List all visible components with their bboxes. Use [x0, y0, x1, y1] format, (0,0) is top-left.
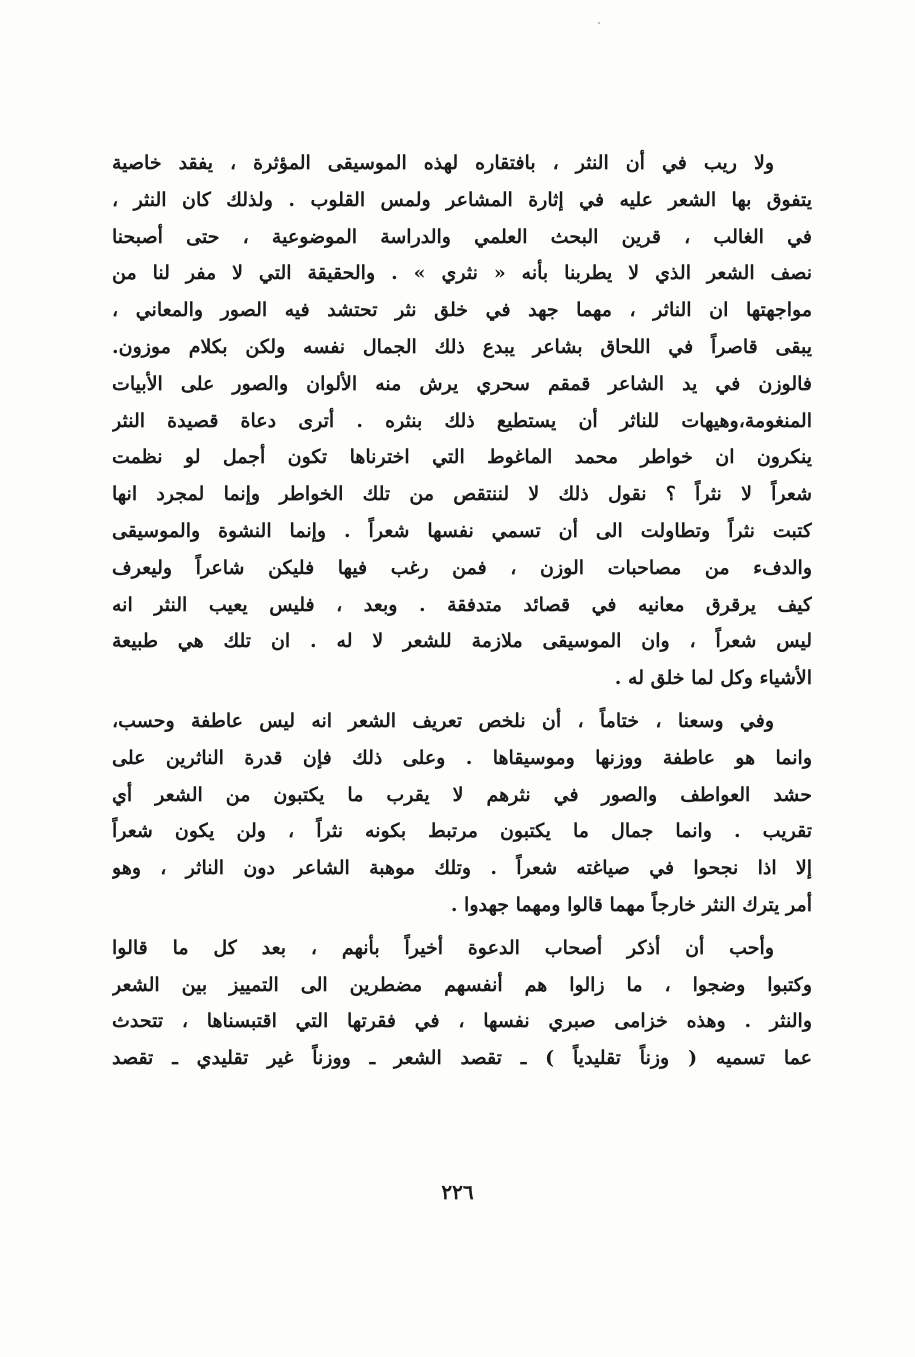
text-line: ليس شعراً ، وان الموسيقى ملازمة للشعر لا له . ان تلك هي طبيعة: [112, 630, 812, 653]
text-line: نصف الشعر الذي لا يطربنا بأنه « نثري » . والحقيقة التي لا مفر لنا من: [112, 262, 812, 285]
text-line: المنغومة،وهيهات للناثر أن يستطيع ذلك بنثره . أترى دعاة قصيدة النثر: [112, 409, 812, 432]
text-line: الأشياء وكل لما خلق له .: [614, 667, 812, 690]
text-line: مواجهتها ان الناثر ، مهما جهد في خلق نثر تحتشد فيه الصور والمعاني ،: [112, 299, 812, 322]
text-line: وانما هو عاطفة ووزنها وموسيقاها . وعلى ذلك فإن قدرة الناثرين على: [112, 746, 812, 769]
text-line: يتفوق بها الشعر عليه في إثارة المشاعر ولمس القلوب . ولذلك كان النثر ،: [112, 188, 812, 211]
paragraph-1: [112, 145, 812, 697]
text-line: إلا اذا نجحوا في صياغته شعراً . وتلك موهبة الشاعر دون الناثر ، وهو: [112, 857, 812, 880]
body-text: [112, 145, 812, 1077]
text-line: كيف يرقرق معانيه في قصائد متدفقة . وبعد ، فليس يعيب النثر انه: [112, 593, 812, 616]
text-line: حشد العواطف والصور في نثرهم لا يقرب ما يكتبون من الشعر أي: [112, 783, 812, 806]
text-line: ولا ريب في أن النثر ، بافتقاره لهذه الموسيقى المؤثرة ، يفقد خاصية: [112, 152, 774, 174]
page-number: ٢٢٦: [441, 1180, 474, 1204]
text-line: أمر يترك النثر خارجاً مهما قالوا ومهما جهدوا .: [450, 893, 812, 916]
text-line: ينكرون ان خواطر محمد الماغوط التي اخترناها تكون أجمل لو نظمت: [112, 446, 812, 469]
paragraph-2: [112, 703, 812, 924]
paragraph-3: [112, 930, 812, 1077]
text-line: شعراً لا نثراً ؟ نقول ذلك لا لننتقص من تلك الخواطر وإنما لمجرد انها: [112, 483, 812, 506]
text-line: عما تسميه ( وزناً تقليدياً ) ـ تقصد الشعر ـ ووزناً غير تقليدي ـ تقصد: [112, 1047, 812, 1070]
text-line: والنثر . وهذه خزامى صبري نفسها ، في فقرتها التي اقتبسناها ، تتحدث: [112, 1010, 812, 1033]
text-line: وكتبوا وضجوا ، ما زالوا هم أنفسهم مضطرين الى التمييز بين الشعر: [112, 973, 812, 996]
text-line: وأحب أن أذكر أصحاب الدعوة أخيراً بأنهم ، بعد كل ما قالوا: [112, 936, 774, 959]
text-line: يبقى قاصراً في اللحاق بشاعر يبدع ذلك الجمال نفسه ولكن بكلام موزون.: [112, 335, 812, 358]
text-line: في الغالب ، قرين البحث العلمي والدراسة الموضوعية ، حتى أصبحنا: [112, 225, 812, 248]
scan-speck: [598, 22, 600, 24]
text-line: تقريب . وانما جمال ما يكتبون مرتبط بكونه نثراً ، ولن يكون شعراً: [112, 820, 812, 843]
text-line: والدفء من مصاحبات الوزن ، فمن رغب فيها فليكن شاعراً وليعرف: [112, 556, 812, 579]
text-line: فالوزن في يد الشاعر قمقم سحري يرش منه الألوان والصور على الأبيات: [112, 372, 812, 395]
text-line: وفي وسعنا ، ختاماً ، أن نلخص تعريف الشعر انه ليس عاطفة وحسب،: [112, 709, 774, 732]
text-line: كتبت نثراً وتطاولت الى أن تسمي نفسها شعراً . وإنما النشوة والموسيقى: [112, 519, 812, 542]
